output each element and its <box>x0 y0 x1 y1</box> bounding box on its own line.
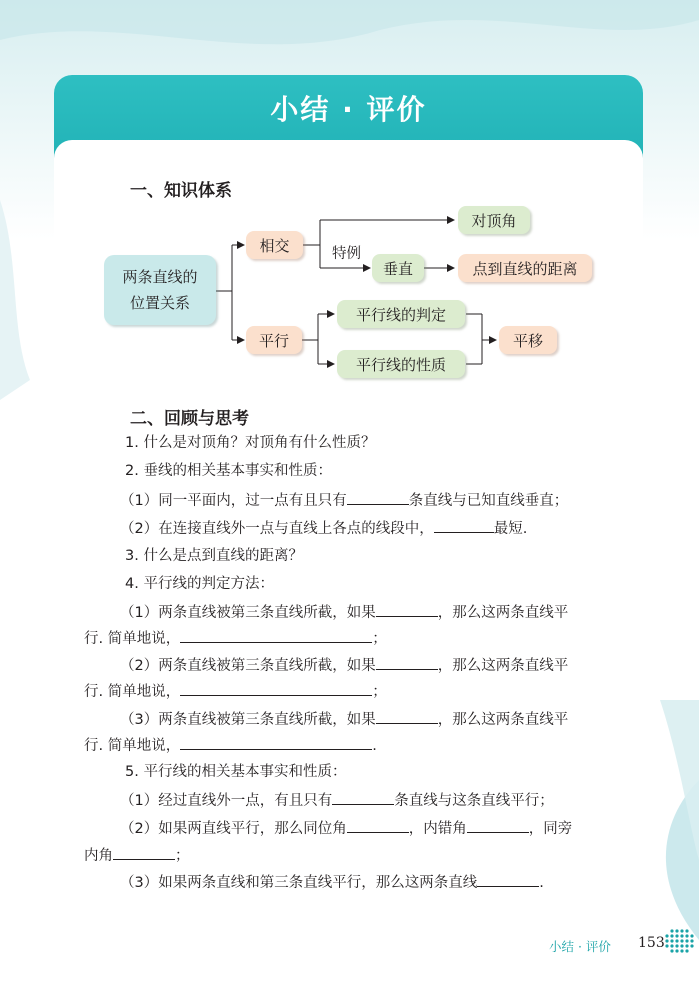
answer-blank[interactable] <box>113 845 175 860</box>
distance-box: 点到直线的距离 <box>458 254 592 282</box>
answer-blank[interactable] <box>180 681 372 696</box>
review-q1: 1. 什么是对顶角？对顶角有什么性质？ <box>125 435 376 451</box>
review-q2-2: （2）在连接直线外一点与直线上各点的线段中， 最短. <box>120 518 527 539</box>
answer-blank[interactable] <box>347 818 409 833</box>
review-q2-1: （1）同一平面内，过一点有且只有 条直线与已知直线垂直； <box>120 490 568 511</box>
footer-section-label: 小结 · 评价 <box>549 939 611 954</box>
diagram-connectors <box>0 0 699 400</box>
review-q3: 3. 什么是点到直线的距离？ <box>125 548 303 564</box>
intersect-box: 相交 <box>246 231 303 259</box>
dots-decoration-icon <box>664 928 696 956</box>
vertical-angle-box: 对顶角 <box>458 206 530 234</box>
review-q4-2: （2）两条直线被第三条直线所截，如果 ，那么这两条直线平 <box>120 655 568 676</box>
root-label-line2: 位置关系 <box>129 294 190 312</box>
parallel-box: 平行 <box>246 326 302 354</box>
review-q5-2-cont: 内角 ； <box>84 845 190 866</box>
answer-blank[interactable] <box>347 490 409 505</box>
answer-blank[interactable] <box>180 735 372 750</box>
section-heading-knowledge: 一、知识体系 <box>130 181 232 201</box>
review-q4-2-cont: 行. 简单地说， ； <box>84 681 387 702</box>
review-q4-3: （3）两条直线被第三条直线所截，如果 ，那么这两条直线平 <box>120 709 568 730</box>
parallel-test-box: 平行线的判定 <box>337 300 465 328</box>
perpendicular-box: 垂直 <box>372 254 424 282</box>
review-q4: 4. 平行线的判定方法： <box>125 576 274 592</box>
review-q5-1: （1）经过直线外一点，有且只有 条直线与这条直线平行； <box>120 790 554 811</box>
review-q4-3-cont: 行. 简单地说， . <box>84 735 377 756</box>
review-q5-3: （3）如果两条直线和第三条直线平行，那么这两条直线 . <box>120 872 544 893</box>
answer-blank[interactable] <box>434 518 494 533</box>
answer-blank[interactable] <box>467 818 529 833</box>
parallel-property-box: 平行线的性质 <box>337 350 465 378</box>
page-number: 153 <box>638 935 665 951</box>
section-heading-review: 二、回顾与思考 <box>130 409 249 429</box>
answer-blank[interactable] <box>332 790 394 805</box>
page-title: 小结 · 评价 <box>270 93 427 126</box>
answer-blank[interactable] <box>376 709 438 724</box>
translation-box: 平移 <box>499 326 557 354</box>
answer-blank[interactable] <box>180 628 372 643</box>
review-q4-1-cont: 行. 简单地说， ； <box>84 628 387 649</box>
root-label-line1: 两条直线的 <box>122 268 198 286</box>
review-q2: 2. 垂线的相关基本事实和性质： <box>125 463 332 479</box>
review-q5: 5. 平行线的相关基本事实和性质： <box>125 764 347 780</box>
root-box <box>104 255 216 325</box>
answer-blank[interactable] <box>376 602 438 617</box>
review-q5-2: （2）如果两直线平行，那么同位角 ，内错角 ，同旁 <box>120 818 572 839</box>
answer-blank[interactable] <box>376 655 438 670</box>
review-q4-1: （1）两条直线被第三条直线所截，如果 ，那么这两条直线平 <box>120 602 568 623</box>
special-case-label: 特例 <box>332 246 361 262</box>
answer-blank[interactable] <box>477 872 539 887</box>
